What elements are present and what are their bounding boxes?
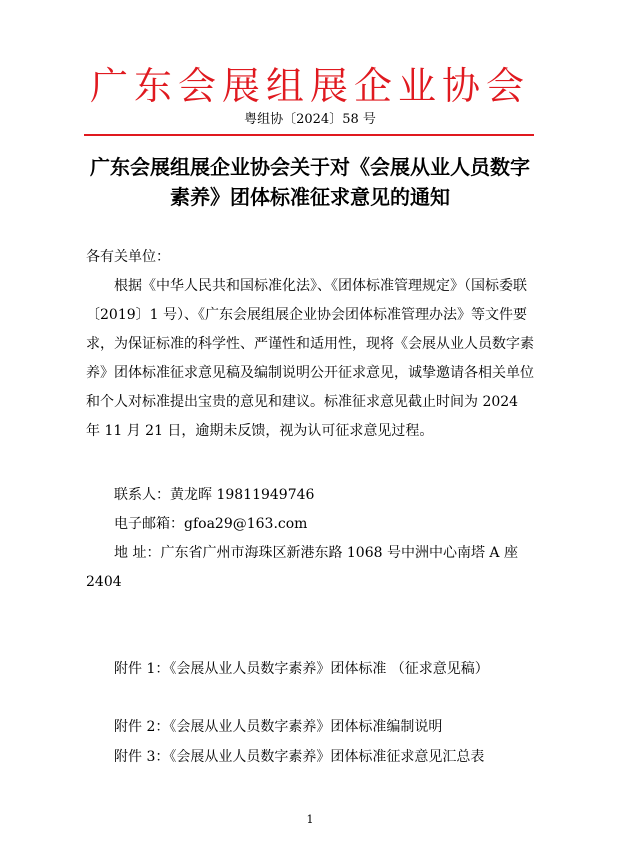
main-paragraph: 根据《中华人民共和国标准化法》、《团体标准管理规定》（国标委联〔2019〕1 号）、《广东会展组展企业协会团体标准管理办法》等文件要求，为保证标准的科学性、严谨性和适用性，现将《会展从业人员数字素养》团体标准征求意见稿及编制说明公开征求意见，诚挚邀请各相关单位和个人对标准提出宝贵的意见和建议。标准征求意见截止时间为 2024 年 11 月 21 日，逾期未反馈，视为认可征求意见过程。 xyxy=(86,278,534,439)
attachment-2: 附件 2：《会展从业人员数字素养》团体标准编制说明 xyxy=(114,719,443,735)
organization-title: 广东会展组展企业协会 xyxy=(89,64,530,108)
notice-title: 广东会展组展企业协会关于对《会展从业人员数字素养》团体标准征求意见的通知 xyxy=(90,155,530,209)
contact-address: 地 址：广东省广州市海珠区新港东路 1068 号中洲中心南塔 A 座 2404 xyxy=(86,545,518,590)
attachment-3: 附件 3：《会展从业人员数字素养》团体标准征求意见汇总表 xyxy=(114,749,485,765)
header-divider xyxy=(84,134,534,136)
document-number: 粤组协〔2024〕58 号 xyxy=(244,112,376,127)
salutation: 各有关单位： xyxy=(86,249,170,265)
attachment-1: 附件 1：《会展从业人员数字素养》团体标准 （征求意见稿） xyxy=(114,661,489,677)
page-number: 1 xyxy=(306,813,314,826)
contact-email: 电子邮箱：gfoa29@163.com xyxy=(114,516,308,532)
contact-person: 联系人：黄龙晖 19811949746 xyxy=(114,487,315,503)
